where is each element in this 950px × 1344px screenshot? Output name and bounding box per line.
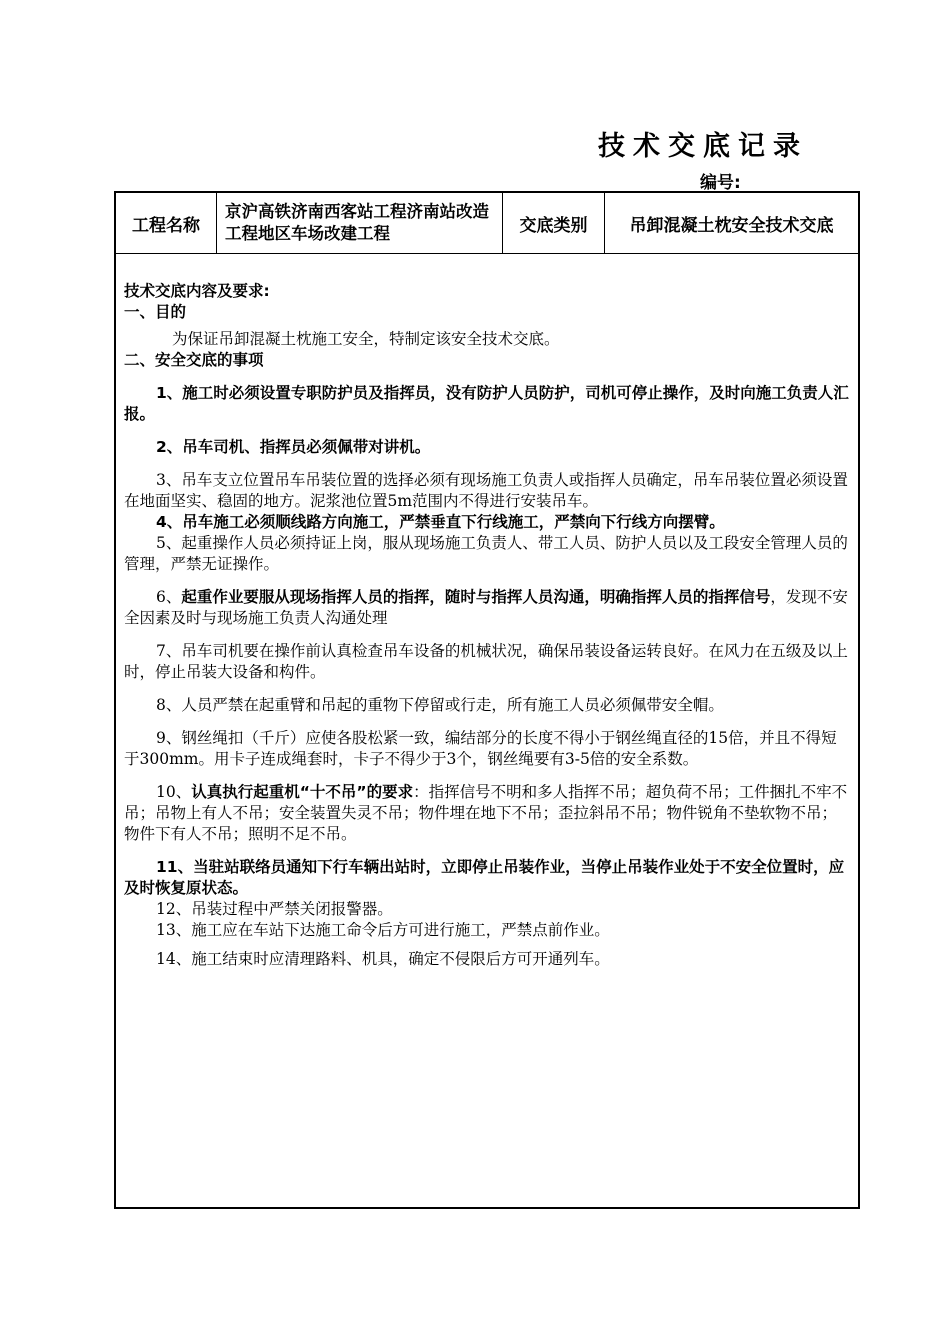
item-1: 1、施工时必须设置专职防护员及指挥员，没有防护人员防护，司机可停止操作，及时向施工负责人汇报。 bbox=[124, 384, 849, 423]
item-11: 11、当驻站联络员通知下行车辆出站时，立即停止吊装作业，当停止吊装作业处于不安全位置时，应及时恢复原状态。 bbox=[124, 858, 845, 897]
serial-number-label: 编号: bbox=[700, 173, 741, 193]
header-row bbox=[116, 193, 858, 254]
item-8: 8、人员严禁在起重臂和吊起的重物下停留或行走，所有施工人员必须佩带安全帽。 bbox=[156, 696, 724, 714]
item-10 bbox=[124, 782, 852, 845]
item-9: 9、钢丝绳扣（千斤）应使各股松紧一致，编结部分的长度不得小于钢丝绳直径的15倍，并且不得短于300mm。用卡子连成绳套时，卡子不得少于3个，钢丝绳要有3-5倍的安全系数。 bbox=[124, 729, 837, 768]
category-value: 吊卸混凝土枕安全技术交底 bbox=[629, 215, 834, 236]
section2-title: 二、安全交底的事项 bbox=[124, 351, 264, 369]
item-14: 14、施工结束时应清理路料、机具，确定不侵限后方可开通列车。 bbox=[156, 950, 610, 968]
section1-title: 一、目的 bbox=[124, 303, 187, 321]
record-table bbox=[114, 191, 860, 1209]
item-5: 5、起重操作人员必须持证上岗，服从现场施工负责人、带工人员、防护人员以及工段安全管理人员的管理，严禁无证操作。 bbox=[124, 534, 848, 573]
section1-text: 为保证吊卸混凝土枕施工安全，特制定该安全技术交底。 bbox=[172, 330, 560, 348]
item-10-number: 10、 bbox=[156, 783, 192, 801]
content-body bbox=[124, 281, 852, 970]
item-2: 2、吊车司机、指挥员必须佩带对讲机。 bbox=[156, 438, 431, 456]
item-6-rest: ，发现不安全因素及时与现场施工负责人沟通处理 bbox=[124, 588, 848, 627]
item-12: 12、吊装过程中严禁关闭报警器。 bbox=[156, 900, 393, 918]
category-label: 交底类别 bbox=[503, 193, 605, 253]
item-10-bold: 认真执行起重机“十不吊”的要求 bbox=[191, 783, 414, 801]
item-7: 7、吊车司机要在操作前认真检查吊车设备的机械状况，确保吊装设备运转良好。在风力在五级及以上时，停止吊装大设备和构件。 bbox=[124, 642, 848, 681]
item-6 bbox=[124, 587, 852, 629]
item-4: 4、吊车施工必须顺线路方向施工，严禁垂直下行线施工，严禁向下行线方向摆臂。 bbox=[156, 513, 725, 531]
item-6-bold: 起重作业要服从现场指挥人员的指挥，随时与指挥人员沟通，明确指挥人员的指挥信号 bbox=[181, 588, 771, 606]
project-name-value: 京沪高铁济南西客站工程济南站改造工程地区车场改建工程 bbox=[217, 193, 503, 253]
document-title: 技术交底记录 bbox=[598, 131, 808, 162]
item-3: 3、吊车支立位置吊车吊装位置的选择必须有现场施工负责人或指挥人员确定，吊车吊装位置必须设置在地面坚实、稳固的地方。泥浆池位置5m范围内不得进行安装吊车。 bbox=[124, 471, 848, 510]
project-name-label: 工程名称 bbox=[116, 193, 217, 253]
item-13: 13、施工应在车站下达施工命令后方可进行施工，严禁点前作业。 bbox=[156, 921, 610, 939]
item-6-number: 6、 bbox=[156, 588, 182, 606]
item-10-rest: ：指挥信号不明和多人指挥不吊；超负荷不吊；工件捆扎不牢不吊；吊物上有人不吊；安全装置失灵不吊；物件埋在地下不吊；歪拉斜吊不吊；物件锐角不垫软物不吊；物件下有人不吊；照明不足不吊。 bbox=[124, 783, 848, 843]
content-heading: 技术交底内容及要求: bbox=[124, 282, 270, 300]
